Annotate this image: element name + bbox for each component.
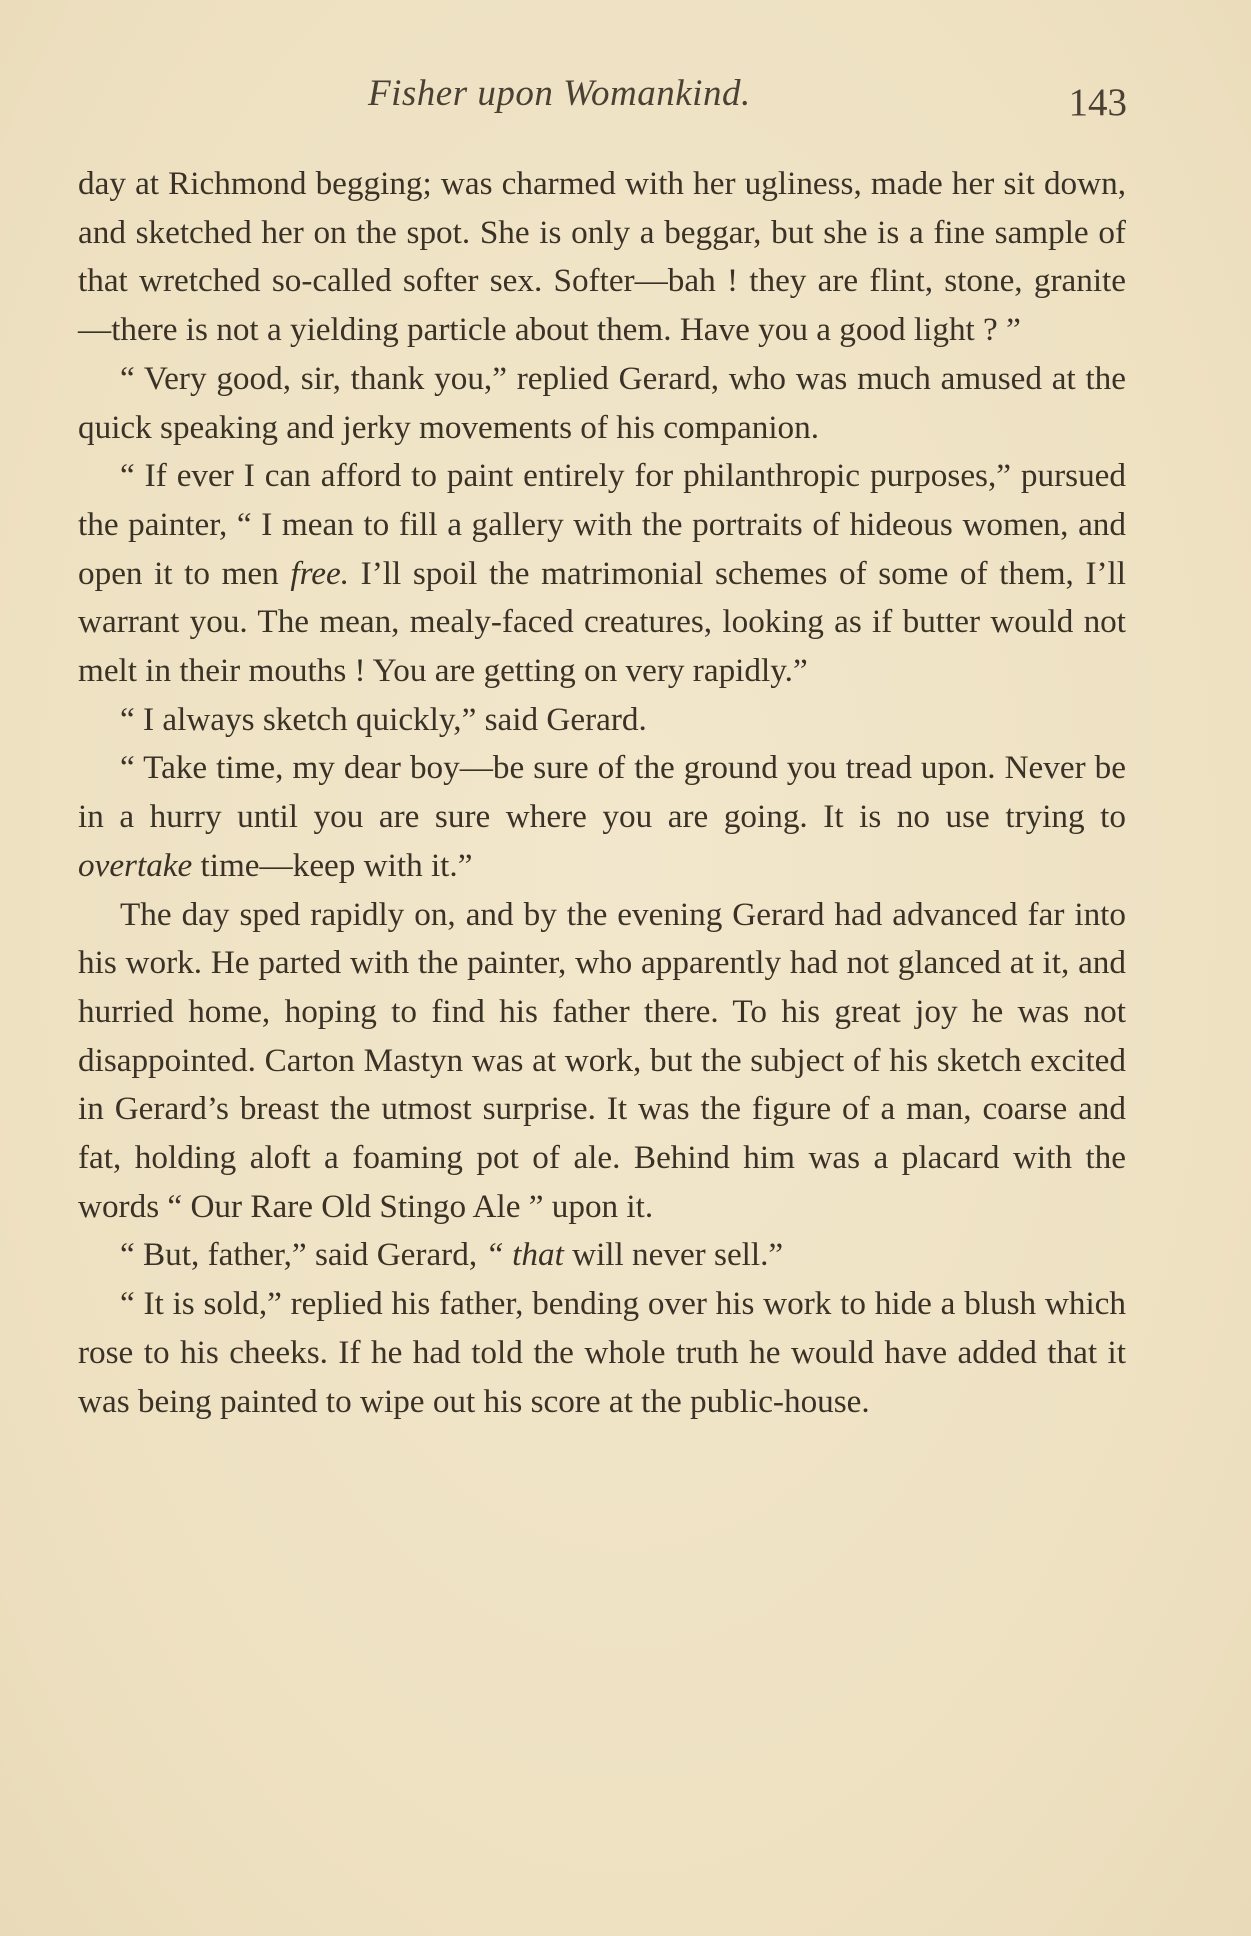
paragraph-7 bbox=[78, 1231, 1126, 1280]
text-run: “ But, father,” said Gerard, bbox=[120, 1236, 486, 1274]
text-run: “ Take time, my dear boy—be sure of the ground you tread upon. Never be in a hurry until you are sure where you are going. It is no use trying to bbox=[78, 749, 1126, 836]
text-run: I’ll spoil the matrimonial schemes of some of them, I’ll warrant you. The mean, mealy-faced creatures, looking as if butter would not melt in their mouths ! You are getting on very rapidly.” bbox=[78, 554, 1127, 690]
text-run: “ It is sold,” replied his father, bending over his work to hide a blush which rose to his cheeks. If he had told the whole truth he would have added that it was being painted to wipe out his score at the public-house. bbox=[78, 1285, 1126, 1420]
paragraph-3 bbox=[78, 452, 1126, 696]
italic-text: free. bbox=[290, 554, 350, 592]
italic-text: overtake bbox=[78, 846, 193, 884]
text-run: time—keep with it.” bbox=[192, 846, 473, 884]
running-head bbox=[0, 72, 1251, 132]
text-run: “ I always sketch quickly,” said Gerard. bbox=[120, 700, 647, 738]
paragraph-8 bbox=[78, 1280, 1126, 1426]
body-text bbox=[78, 160, 1126, 1426]
running-title: Fisher upon Womankind. bbox=[368, 73, 751, 114]
page-number: 143 bbox=[1068, 81, 1127, 124]
italic-text: “ that bbox=[485, 1236, 564, 1274]
text-run: “ If ever I can afford to paint entirely for philanthropic purposes,” pursued the painter, “ I mean to fill a gallery with the portraits of hideous women, and open it to men bbox=[78, 457, 1126, 592]
paragraph-1 bbox=[78, 160, 1126, 355]
paragraph-4 bbox=[78, 696, 1126, 745]
paragraph-6 bbox=[78, 891, 1126, 1232]
text-run: will never sell.” bbox=[563, 1236, 784, 1274]
text-run: day at Richmond begging; was charmed with her ugliness, made her sit down, and sketched her on the spot. She is only a beggar, but she is a fine sample of that wretched so-called softer sex. Softer—bah ! they are flint, stone, granite—there is not a yielding particle about them. Have you a good light ? ” bbox=[78, 165, 1126, 349]
text-run: “ Very good, sir, thank you,” replied Gerard, who was much amused at the quick speaking and jerky movements of his companion. bbox=[78, 359, 1126, 446]
paragraph-2 bbox=[78, 355, 1126, 452]
paragraph-5 bbox=[78, 744, 1126, 890]
text-run: The day sped rapidly on, and by the evening Gerard had advanced far into his work. He parted with the painter, who apparently had not glanced at it, and hurried home, hoping to find his father there. To his great joy he was not disappointed. Carton Mastyn was at work, but the subject of his sketch excited in Gerard’s breast the utmost surprise. It was the figure of a man, coarse and fat, holding aloft a foaming pot of ale. Behind him was a placard with the words “ Our Rare Old Stingo Ale ” upon it. bbox=[78, 895, 1126, 1225]
